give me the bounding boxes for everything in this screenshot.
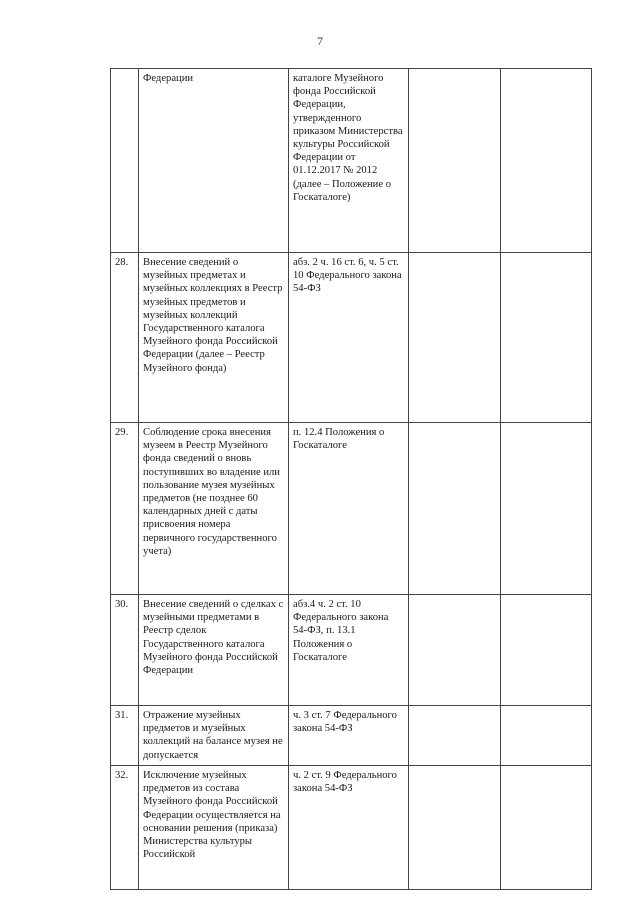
row-number: 29. xyxy=(111,423,139,595)
requirement-cell: Федерации xyxy=(139,69,289,253)
legal-reference-cell: абз. 2 ч. 16 ст. 6, ч. 5 ст. 10 Федерального закона 54-ФЗ xyxy=(289,253,409,423)
empty-cell xyxy=(501,595,592,706)
table-row xyxy=(111,595,592,706)
row-number: 31. xyxy=(111,706,139,766)
empty-cell xyxy=(501,423,592,595)
empty-cell xyxy=(409,253,501,423)
empty-cell xyxy=(501,766,592,890)
empty-cell xyxy=(409,423,501,595)
row-number: 30. xyxy=(111,595,139,706)
legal-reference-cell: ч. 3 ст. 7 Федерального закона 54-ФЗ xyxy=(289,706,409,766)
requirement-cell: Исключение музейных предметов из состава Музейного фонда Российской Федерации осуществляется на основании решения (приказа) Министерства культуры Российской xyxy=(139,766,289,890)
table-row xyxy=(111,253,592,423)
requirement-cell: Внесение сведений о музейных предметах и музейных коллекциях в Реестр музейных предметов и музейных коллекций Государственного каталога Музейного фонда Российской Федерации (далее – Реестр Музейного фонда) xyxy=(139,253,289,423)
legal-reference-cell: каталоге Музейного фонда Российской Федерации, утвержденного приказом Министерства культуры Российской Федерации от 01.12.2017 № 2012 (далее – Положение о Госкаталоге) xyxy=(289,69,409,253)
empty-cell xyxy=(501,706,592,766)
table-row xyxy=(111,706,592,766)
requirement-cell: Внесение сведений о сделках с музейными предметами в Реестр сделок Государственного каталога Музейного фонда Российской Федерации xyxy=(139,595,289,706)
page-number: 7 xyxy=(317,34,323,48)
empty-cell xyxy=(501,253,592,423)
row-number xyxy=(111,69,139,253)
row-number: 32. xyxy=(111,766,139,890)
legal-reference-cell: п. 12.4 Положения о Госкаталоге xyxy=(289,423,409,595)
requirement-cell: Отражение музейных предметов и музейных коллекций на балансе музея не допускается xyxy=(139,706,289,766)
legal-reference-cell: ч. 2 ст. 9 Федерального закона 54-ФЗ xyxy=(289,766,409,890)
requirement-cell: Соблюдение срока внесения музеем в Реестр Музейного фонда сведений о вновь поступивших во владение или пользование музея музейных предметов (не позднее 60 календарных дней с даты присвоения номера первичного государственного учета) xyxy=(139,423,289,595)
table-row xyxy=(111,423,592,595)
table-row xyxy=(111,69,592,253)
legal-reference-cell: абз.4 ч. 2 ст. 10 Федерального закона 54-ФЗ, п. 13.1 Положения о Госкаталоге xyxy=(289,595,409,706)
requirements-table xyxy=(110,68,592,890)
empty-cell xyxy=(501,69,592,253)
empty-cell xyxy=(409,69,501,253)
empty-cell xyxy=(409,595,501,706)
empty-cell xyxy=(409,766,501,890)
row-number: 28. xyxy=(111,253,139,423)
empty-cell xyxy=(409,706,501,766)
table-row xyxy=(111,766,592,890)
